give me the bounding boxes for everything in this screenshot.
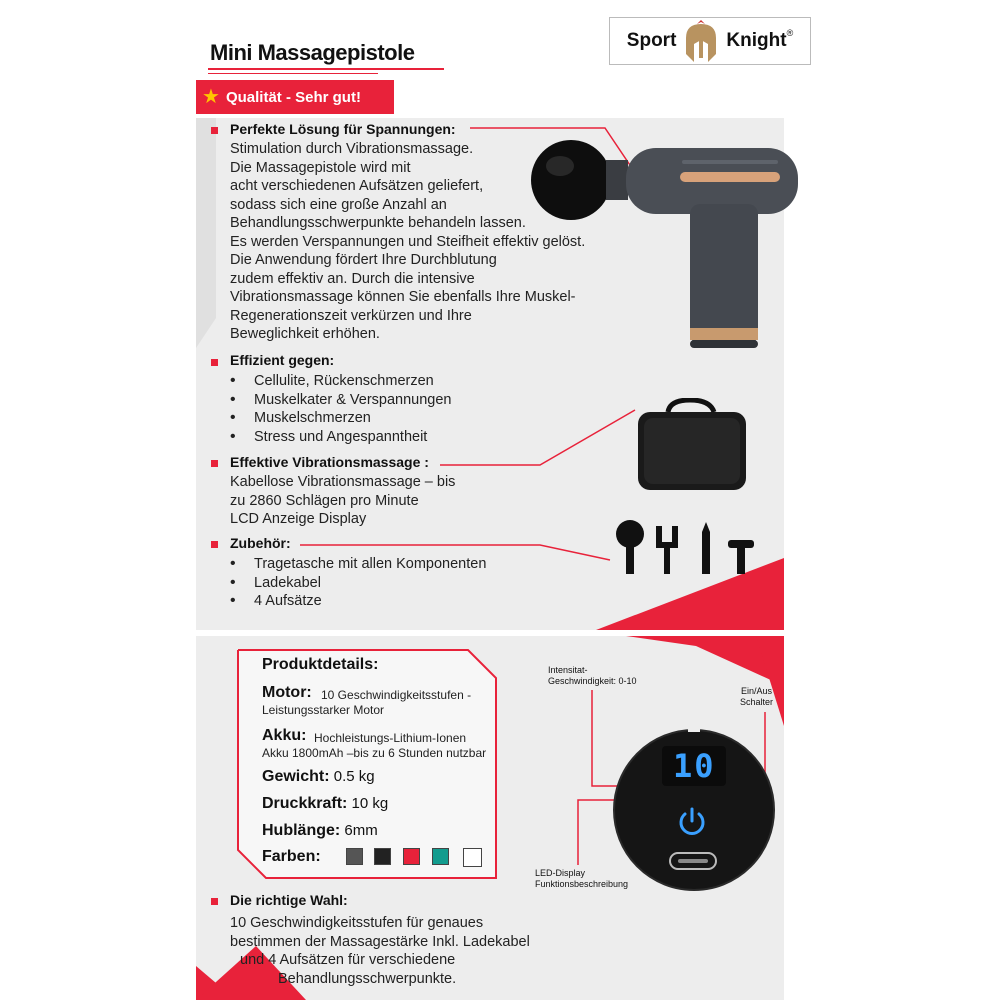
farben-row [262,848,321,866]
akku-value-1: Hochleistungs-Lithium-Ionen [314,731,467,745]
druckkraft-label: Druckkraft: [262,795,348,812]
section-heading-effizient: Effizient gegen: [230,352,335,368]
list-item: • Stress und Angespanntheit [228,428,452,447]
motor-value-1: 10 Geschwindigkeitsstufen - [321,688,472,702]
power-label-line1: Ein/Aus [741,686,773,696]
massage-gun-image [530,138,810,368]
text-line: acht verschiedenen Aufsätzen geliefert, [230,178,484,194]
led-display-number: 10 [673,747,716,785]
text-line: Beweglichkeit erhöhen. [230,326,380,342]
list-item: • Muskelschmerzen [228,409,452,428]
quality-badge [196,80,394,114]
star-icon: ★ [202,86,220,108]
text-line: und 4 Aufsätzen für verschiedene [240,952,456,968]
carry-case-image [630,398,750,494]
bullet-marker [211,460,218,467]
text-line: Regenerationszeit verkürzen und Ihre [230,307,472,324]
intensity-label-line1: Intensitat- [548,665,588,675]
hublaenge-row [262,822,378,840]
power-label [740,686,773,708]
zubehoer-list [228,555,486,611]
bullet-marker [211,541,218,548]
brand-logo [609,17,811,65]
section-heading-wahl: Die richtige Wahl: [230,892,348,908]
text-line: Die Anwendung fördert Ihre Durchblutung [230,252,497,268]
list-item: • Tragetasche mit allen Komponenten [228,555,486,574]
text-line: Behandlungsschwerpunkte. [278,970,457,987]
power-label-line2: Schalter [740,697,774,707]
text-line: Kabellose Vibrationsmassage – bis [230,474,456,490]
text-line: Stimulation durch Vibrationsmassage. [230,141,474,157]
color-swatch-grey[interactable] [346,848,363,865]
list-item: • Muskelkater & Verspannungen [228,391,452,410]
color-swatch-red[interactable] [403,848,420,865]
power-button-icon[interactable] [676,806,708,838]
intensity-label [548,665,637,687]
section-body-wahl [230,914,530,988]
title-underline [208,68,444,70]
trademark: ® [786,28,794,38]
text-line: zudem effektiv an. Durch die intensive [230,270,475,287]
logo-text-left: Sport [626,30,677,51]
helmet-icon [680,18,722,64]
title-underline-secondary [208,73,378,74]
akku-row [262,727,306,745]
list-item: • Ladekabel [228,574,486,593]
product-details-frame [236,648,498,880]
text-line: Vibrationsmassage können Sie ebenfalls Ihre Muskel- [230,289,576,305]
section-heading-spannungen: Perfekte Lösung für Spannungen: [230,121,456,137]
intensity-label-line2: Geschwindigkeit: 0-10 [548,676,637,686]
text-line: sodass sich eine große Anzahl an [230,196,447,213]
page-title: Mini Massagepistole [210,40,415,65]
bullet-marker [211,898,218,905]
druckkraft-row [262,795,388,813]
hublaenge-value: 6mm [344,822,378,839]
color-swatch-white[interactable] [463,848,482,867]
farben-label: Farben: [262,848,321,865]
badge-label: Qualität - Sehr gut! [225,88,361,106]
text-line: 10 Geschwindigkeitsstufen für genaues [230,915,484,931]
motor-value-2: Leistungsstarker Motor [262,703,385,717]
led-label-line1: LED-Display [535,868,586,878]
akku-label: Akku: [262,727,307,744]
gewicht-value: 0.5 kg [333,768,375,785]
attachments-image [610,518,760,576]
usb-c-port-icon [668,850,718,872]
color-swatch-teal[interactable] [432,848,449,865]
list-item: • 4 Aufsätze [228,592,486,611]
list-item: • Cellulite, Rückenschmerzen [228,372,452,391]
color-swatch-black[interactable] [374,848,391,865]
logo-text-right: Knight [726,30,787,51]
gewicht-row [262,768,375,786]
motor-row [262,684,312,702]
bullet-marker [211,359,218,366]
section-heading-zubehoer: Zubehör: [230,535,291,551]
effizient-list [228,372,452,446]
section-body-vibration [230,473,455,529]
motor-label: Motor: [262,684,312,701]
section-heading-vibration: Effektive Vibrationsmassage : [230,454,429,470]
akku-value-2: Akku 1800mAh –bis zu 6 Stunden nutzbar [262,746,487,760]
gewicht-label: Gewicht: [262,768,330,785]
bullet-marker [211,127,218,134]
hublaenge-label: Hublänge: [262,822,341,839]
led-label-line2: Funktionsbeschreibung [535,879,629,889]
text-line: Es werden Verspannungen und Steifheit effektiv gelöst. [230,233,586,250]
text-line: zu 2860 Schlägen pro Minute [230,492,419,509]
product-details-heading: Produktdetails: [262,656,379,673]
text-line: Die Massagepistole wird mit [230,159,411,176]
text-line: Behandlungsschwerpunkte behandeln lassen. [230,215,526,231]
druckkraft-value: 10 kg [351,795,389,812]
text-line: LCD Anzeige Display [230,511,367,527]
text-line: bestimmen der Massagestärke Inkl. Ladekabel [230,933,530,950]
